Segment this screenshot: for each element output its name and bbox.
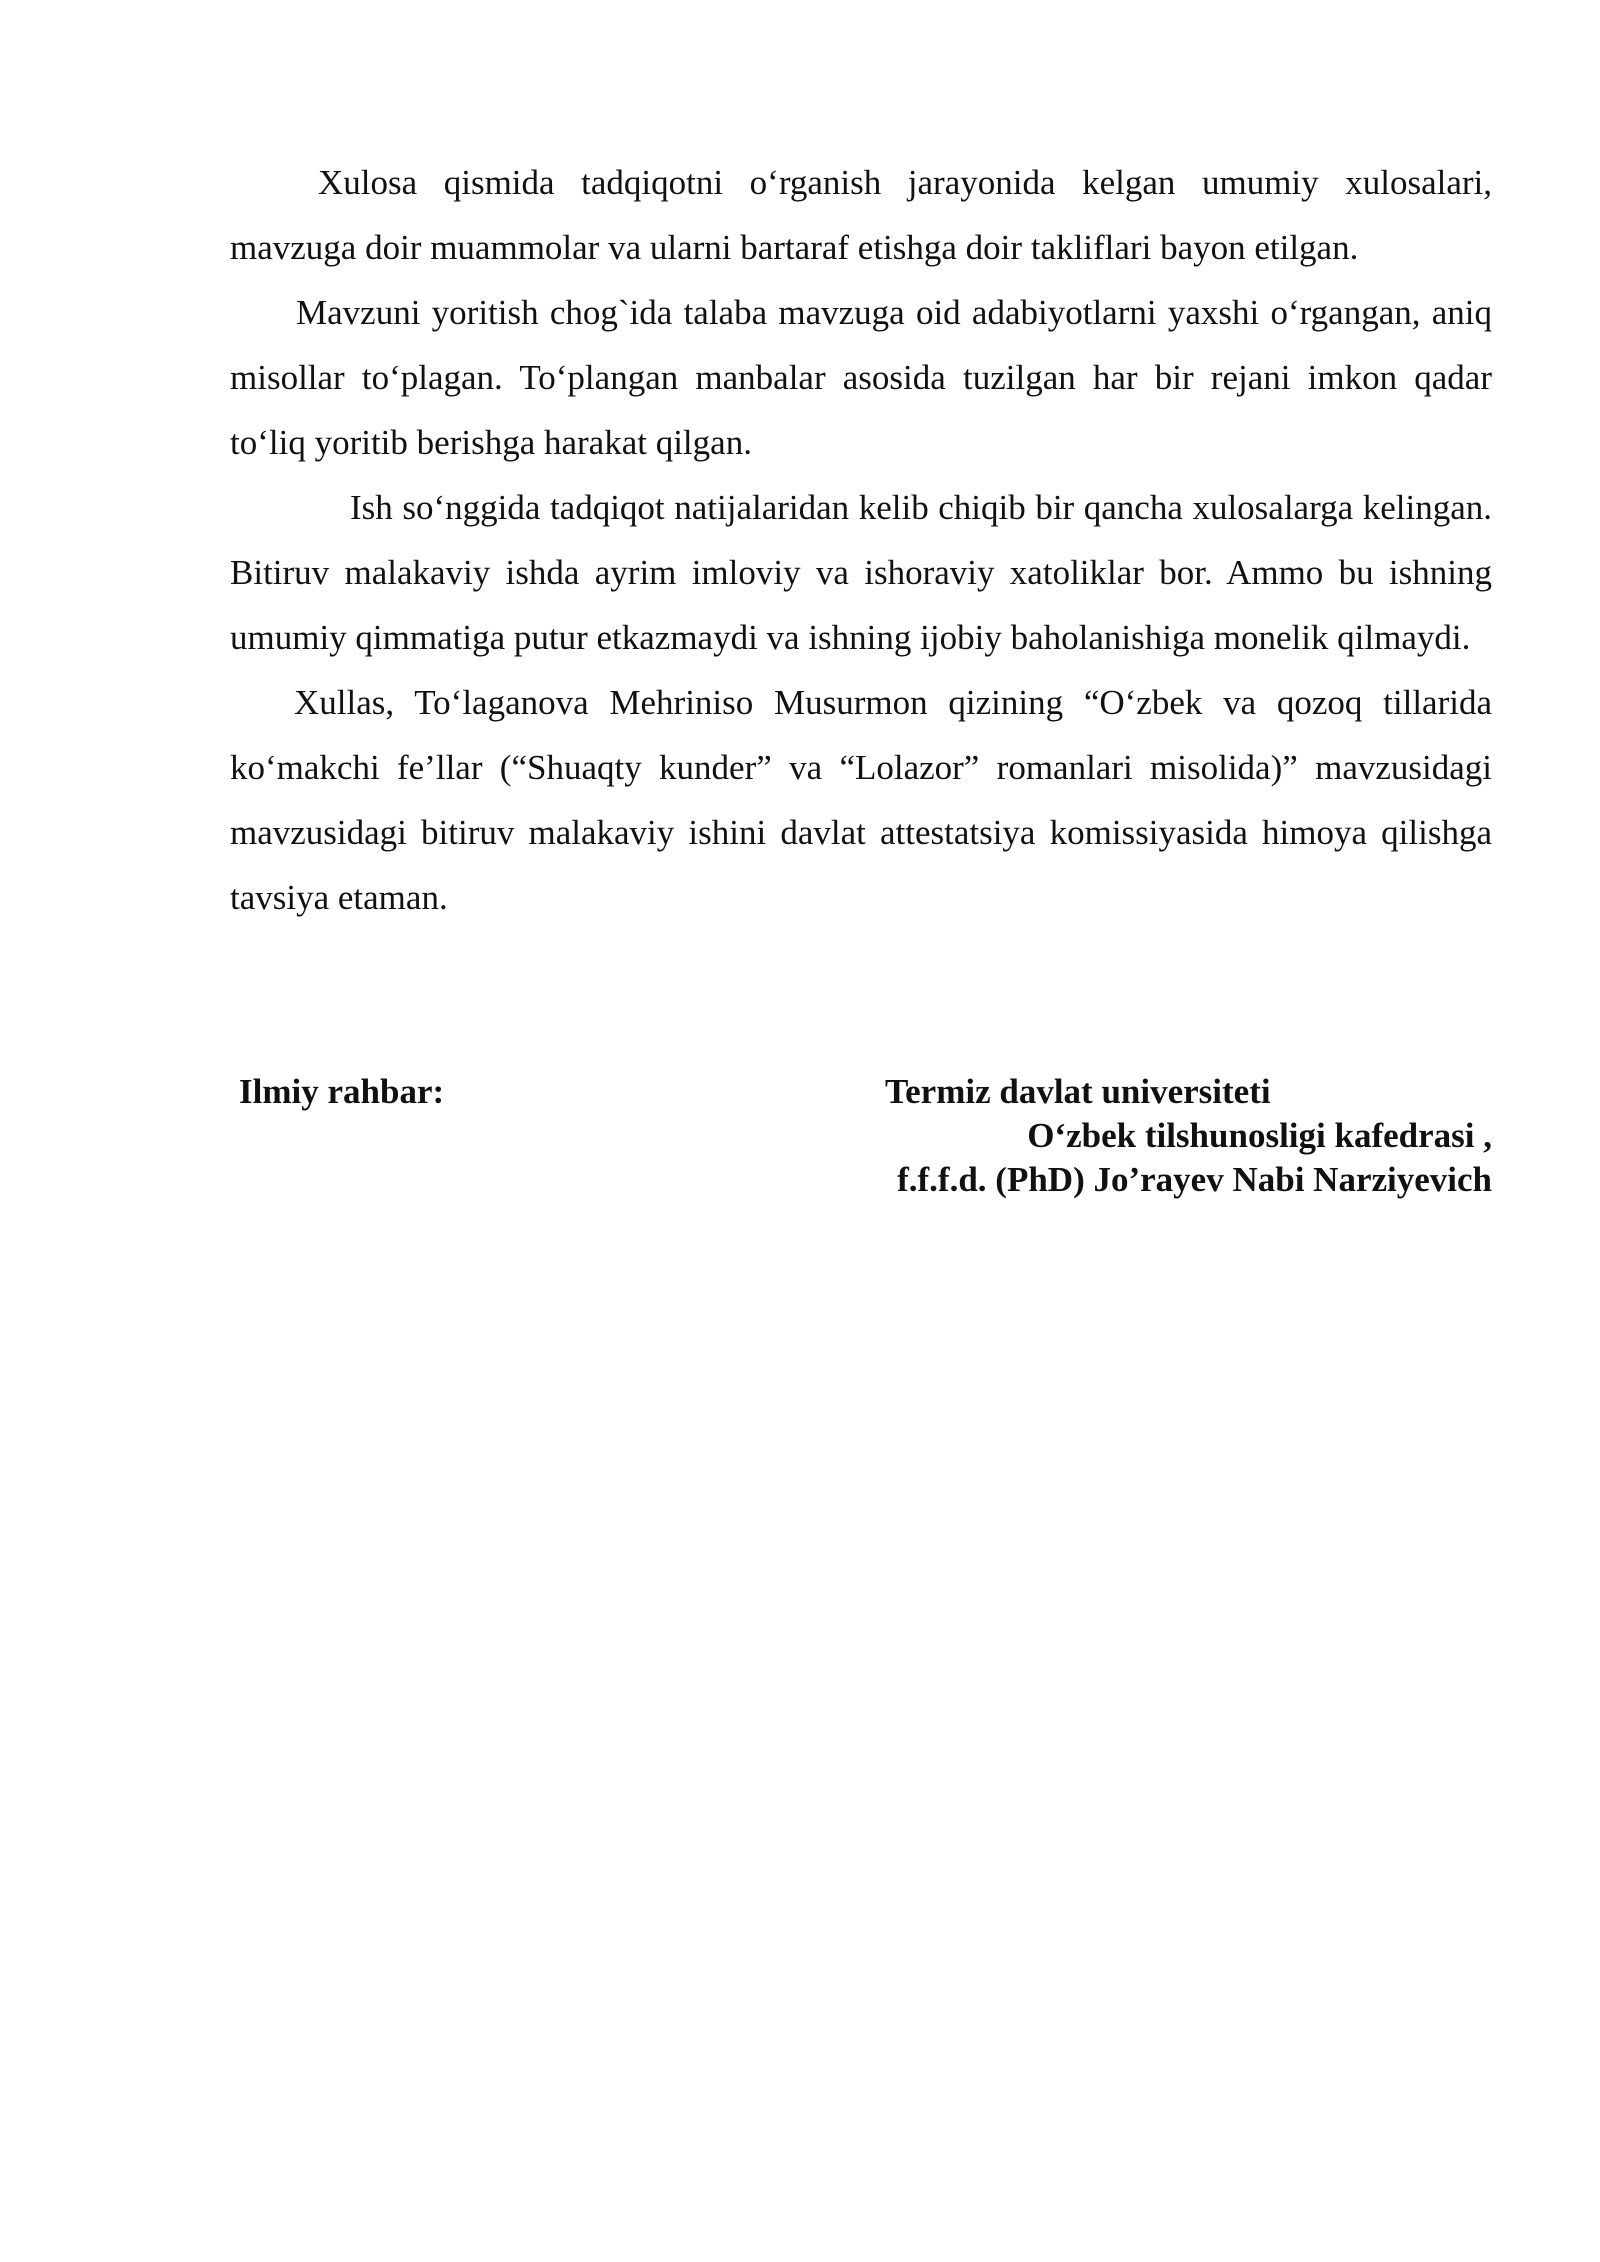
university-name: Termiz davlat universiteti [885, 1072, 1271, 1111]
document-body [230, 150, 1492, 930]
supervisor-name: f.f.f.d. (PhD) Jo’rayev Nabi Narziyevich [897, 1160, 1492, 1199]
department-name: O‘zbek tilshunosligi kafedrasi , [1027, 1116, 1492, 1155]
paragraph-conclusion: Xulosa qismida tadqiqotni o‘rganish jarayonida kelgan umumiy xulosalari, mavzuga doir muammolar va ularni bartaraf etishga doir takliflari bayon etilgan. [230, 163, 1492, 267]
supervisor-details [792, 1070, 1492, 1202]
paragraph-results: Ish so‘nggida tadqiqot natijalaridan kelib chiqib bir qancha xulosalarga kelingan. Bitiruv malakaviy ishda ayrim imloviy va ishoraviy xatoliklar bor. Ammo bu ishning umumiy qimmatiga putur etkazmaydi va ishning ijobiy baholanishiga monelik qilmaydi. [230, 488, 1492, 657]
paragraph-recommendation: Xullas, To‘laganova Mehriniso Musurmon qizining “O‘zbek va qozoq tillarida ko‘makchi fe’llar (“Shuaqty kunder” va “Lolazor” romanlari misolida)” mavzusidagi mavzusidagi bitiruv malakaviy ishini davlat attestatsiya komissiyasida himoya qilishga tavsiya etaman. [230, 683, 1492, 917]
paragraph-topic-coverage: Mavzuni yoritish chog`ida talaba mavzuga oid adabiyotlarni yaxshi o‘rgangan, aniq misollar to‘plagan. To‘plangan manbalar asosida tuzilgan har bir rejani imkon qadar to‘liq yoritib berishga harakat qilgan. [230, 293, 1492, 462]
supervisor-label: Ilmiy rahbar: [239, 1072, 445, 1111]
